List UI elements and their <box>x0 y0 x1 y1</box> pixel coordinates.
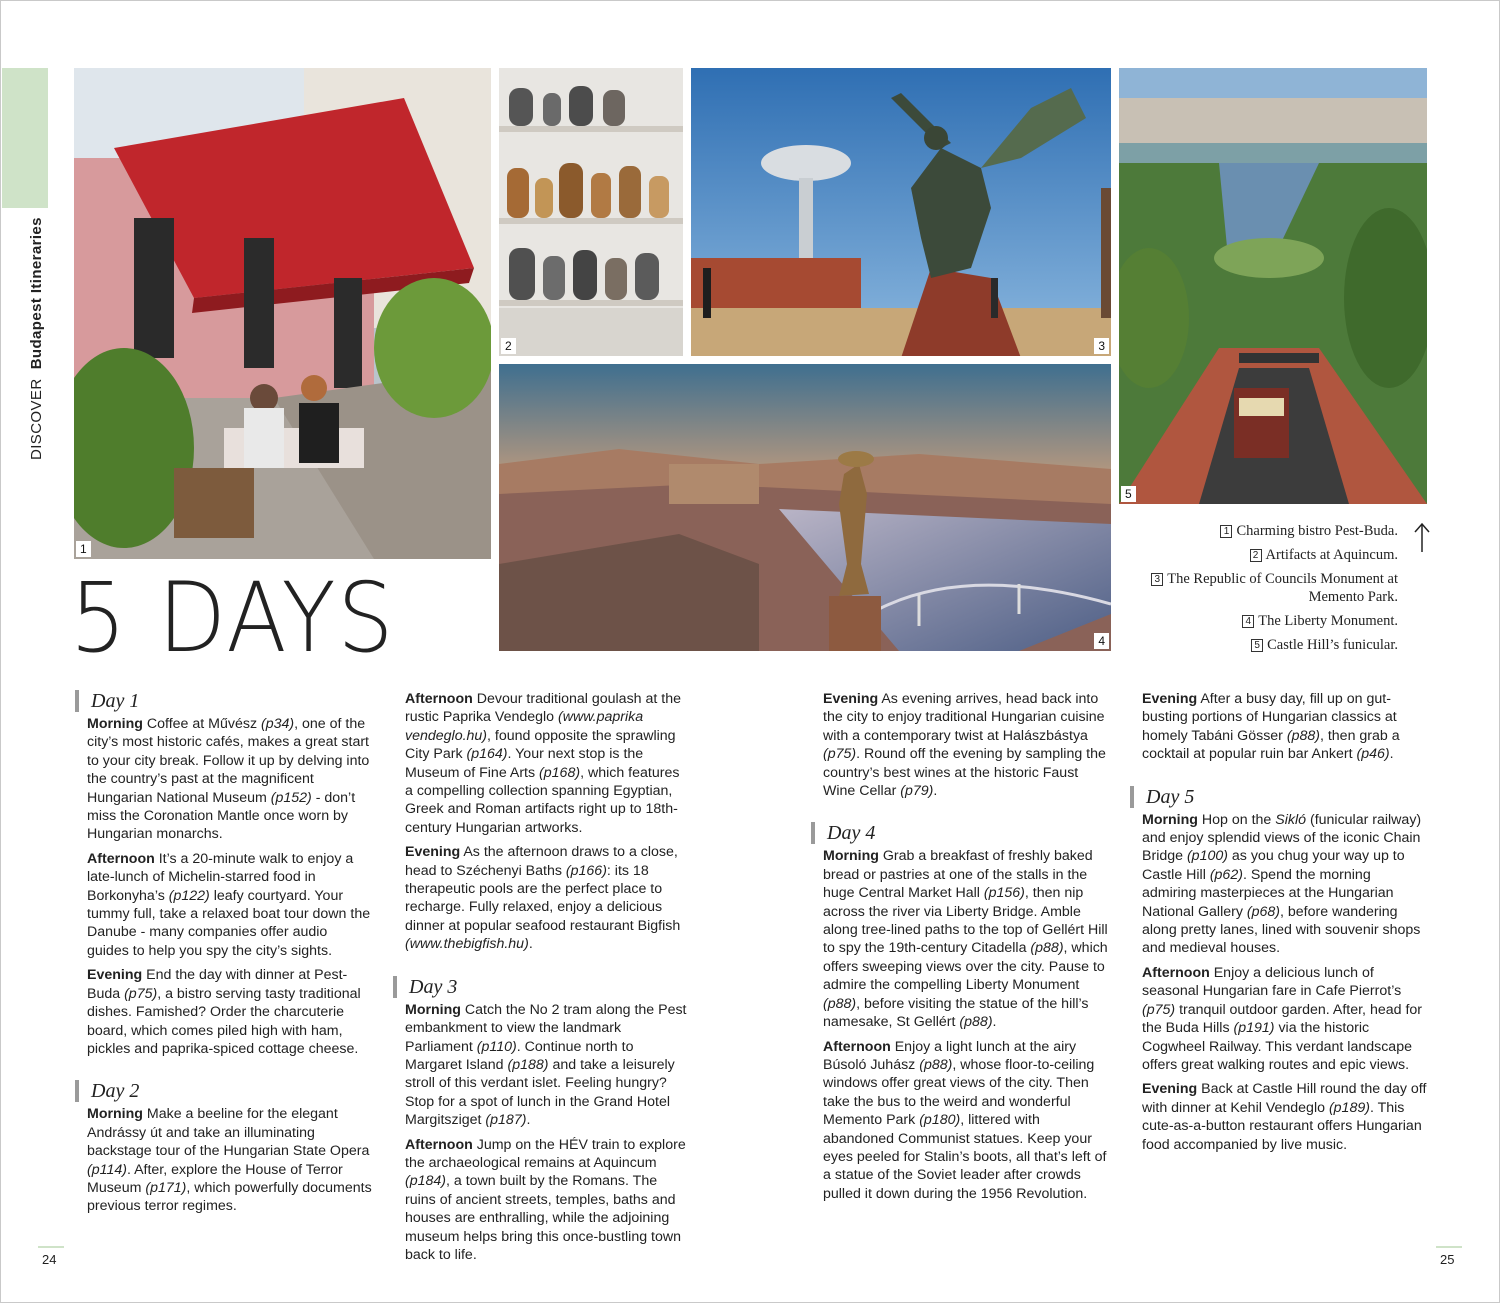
day-2-morning: Morning Make a beeline for the elegant Andrássy út and take an illuminating backstage tour of the Hungarian State Opera (p114). After, explore the House of Terror Museum (p171), which powerfully documents previous terror regimes. <box>87 1106 372 1215</box>
day-5-afternoon: Afternoon Enjoy a delicious lunch of seasonal Hungarian fare in Cafe Pierrot’s (p75) tranquil outdoor garden. After, head for the Buda Hills (p191) via the historic Cogwheel Railway. This verdant landscape offers great walking routes and epic views. <box>1142 964 1422 1073</box>
photo-liberty-monument <box>499 364 1111 651</box>
photo-number-1: 1 <box>76 541 91 557</box>
caption-1: 1 Charming bistro Pest-Buda. <box>1138 522 1398 540</box>
day-2-heading: Day 2 <box>75 1080 372 1102</box>
text-column-2 <box>405 690 690 1270</box>
day-4-evening: Evening After a busy day, fill up on gut-busting portions of Hungarian classics at homely Tabáni Gösser (p88), then grab a cocktail at popular ruin bar Ankert (p46). <box>1142 691 1400 763</box>
day-3-morning: Morning Catch the No 2 tram along the Pest embankment to view the landmark Parliament (p110). Continue north to Margaret Island (p188) and take a leisurely stroll of this verdant islet. Feeling hungry? Stop for a spot of lunch in the Grand Hotel Margitsziget (p187). <box>405 1001 687 1129</box>
caption-2: 2 Artifacts at Aquincum. <box>1138 546 1398 564</box>
day-3-heading: Day 3 <box>393 976 690 998</box>
day-4-afternoon: Afternoon Enjoy a light lunch at the airy Búsoló Juhász (p88), whose floor-to-ceiling windows offer great views of the city. Then take the bus to the weird and wonderful Memento Park (p180), littered with abandoned Communist statues. Keep your eyes peeled for Stalin’s boots, all that’s left of a statue of the Soviet leader after crowds pulled it down during the 1956 Revolution. <box>823 1038 1107 1202</box>
page-title: 5 DAYS <box>70 562 396 674</box>
chapter-color-tab <box>2 68 48 208</box>
page-number-rule-right <box>1436 1246 1462 1248</box>
page-number-left: 24 <box>42 1252 57 1267</box>
day-4-morning: Morning Grab a breakfast of freshly baked bread or pastries at one of the stalls in the huge Central Market Hall (p156), then nip across the river via Liberty Bridge. Amble along tree-lined paths to the top of Gellért Hill to spy the 19th-century Citadella (p88), which offers sweeping views over the city. Pause to admire the compelling Liberty Monument (p88), before visiting the statue of the hill’s namesake, St Gellért (p88). <box>823 848 1108 1031</box>
page-number-rule-left <box>38 1246 64 1248</box>
photo-number-4: 4 <box>1094 633 1109 649</box>
text-column-3 <box>823 690 1108 1209</box>
photo-memento-park <box>691 68 1111 356</box>
day-5-evening: Evening Back at Castle Hill round the day off with dinner at Kehil Vendeglo (p189). This cute-as-a-button restaurant offers Hungarian food accompanied by live music. <box>1142 1081 1427 1153</box>
photo-bistro <box>74 68 491 559</box>
day-3-afternoon: Afternoon Jump on the HÉV train to explore the archaeological remains at Aquincum (p184), a town built by the Romans. The ruins of ancient streets, temples, baths and houses are enthralling, while the adjoining museum helps bring this once-bustling town back to life. <box>405 1136 686 1263</box>
caption-5: 5 Castle Hill’s funicular. <box>1138 636 1398 654</box>
day-4-heading: Day 4 <box>811 822 1108 844</box>
photo-number-2: 2 <box>501 338 516 354</box>
photo-number-5: 5 <box>1121 486 1136 502</box>
text-column-4 <box>1142 690 1427 1160</box>
caption-4: 4 The Liberty Monument. <box>1138 612 1398 630</box>
arrow-up-icon <box>1410 522 1434 554</box>
section-label: DISCOVER Budapest Itineraries <box>28 217 45 460</box>
text-column-1 <box>87 690 372 1222</box>
day-2-evening: Evening As the afternoon draws to a close, head to Széchenyi Baths (p166): its 18 therapeutic pools are the perfect place to recharge. Fully relaxed, enjoy a delicious dinner at popular seafood restaurant Bigfish (www.thebigfish.hu). <box>405 844 681 953</box>
day-2-afternoon: Afternoon Devour traditional goulash at the rustic Paprika Vendeglo (www.paprika vendeglo.hu), found opposite the sprawling City Park (p164). Your next stop is the Museum of Fine Arts (p168), which features a compelling collection spanning Egyptian, Greek and Roman artifacts right up to 18th-century Hungarian artworks. <box>405 691 681 836</box>
photo-captions <box>1138 522 1398 660</box>
page-number-right: 25 <box>1440 1252 1455 1267</box>
day-5-heading: Day 5 <box>1130 786 1427 808</box>
photo-artifacts <box>499 68 683 356</box>
day-1-morning: Morning Coffee at Művész (p34), one of the city’s most historic cafés, makes a great start to your city break. Follow it up by delving into the country’s past at the magnificent Hungarian National Museum (p152) - don’t miss the Coronation Mantle once worn by Hungarian monarchs. <box>87 716 370 843</box>
day-1-heading: Day 1 <box>75 690 372 712</box>
day-3-evening: Evening As evening arrives, head back into the city to enjoy traditional Hungarian cuisine with a contemporary twist at Halászbástya (p75). Round off the evening by sampling the country’s best wines at the historic Faust Wine Cellar (p79). <box>823 691 1106 800</box>
day-5-morning: Morning Hop on the Sikló (funicular railway) and enjoy splendid views of the iconic Chain Bridge (p100) as you chug your way up to Castle Hill (p62). Spend the morning admiring masterpieces at the Hungarian National Gallery (p68), before wandering along pretty lanes, lined with souvenir shops and medieval houses. <box>1142 811 1422 957</box>
day-1-afternoon: Afternoon It’s a 20-minute walk to enjoy a late-lunch of Michelin-starred food in Borkonyha’s (p122) leafy courtyard. Your tummy full, take a relaxed boat tour down the Danube - many companies offer audio guides to help you spy the city’s sights. <box>87 850 371 959</box>
photo-funicular <box>1119 68 1427 504</box>
day-1-evening: Evening End the day with dinner at Pest-Buda (p75), a bistro serving tasty traditional dishes. Famished? Order the charcuterie board, which comes piled high with ham, pickles and paprika-spiced cottage cheese. <box>87 967 361 1057</box>
caption-3: 3 The Republic of Councils Monument at Memento Park. <box>1138 570 1398 606</box>
photo-number-3: 3 <box>1094 338 1109 354</box>
